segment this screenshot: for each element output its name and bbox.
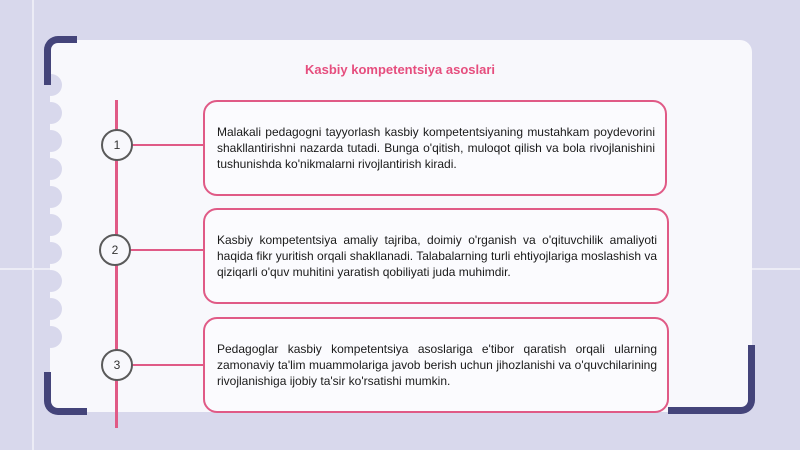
step-number: 3: [113, 358, 121, 372]
step-text-box: [203, 100, 667, 196]
step-text-box: [203, 208, 669, 304]
frame-bracket-bottom-left: [44, 372, 87, 415]
step-number: 1: [113, 138, 121, 152]
background-line-vertical: [32, 0, 34, 450]
step-text-box: [203, 317, 669, 413]
step-number-circle: [101, 129, 133, 161]
step-text: Pedagoglar kasbiy kompetentsiya asoslariga e'tibor qaratish orqali ularning zamonaviy ta'lim muammolariga javob berish uchun jihozlanishi va o'quvchilarining rivojlanishiga ijobiy ta'sir ko'rsatishi mumkin.: [217, 341, 657, 389]
frame-bracket-bottom-right: [668, 345, 755, 414]
card-edge-notch: [40, 326, 62, 348]
step-number-circle: [101, 349, 133, 381]
card-edge-notch: [40, 158, 62, 180]
step-text: Malakali pedagogni tayyorlash kasbiy kompetentsiyaning mustahkam poydevorini shakllantirishni nazarda tutadi. Bunga o'qitish, muloqot qilish va bola rivojlanishini tushunishda ko'nikmalarni rivojlantirish kiradi.: [217, 124, 655, 172]
step-number: 2: [111, 243, 119, 257]
card-edge-notch: [40, 102, 62, 124]
frame-bracket-top-left: [44, 36, 77, 85]
card-edge-notch: [40, 298, 62, 320]
card-edge-notch: [40, 270, 62, 292]
card-edge-notch: [40, 186, 62, 208]
step-number-circle: [99, 234, 131, 266]
card-edge-notch: [40, 242, 62, 264]
card-edge-notch: [40, 130, 62, 152]
slide-title: Kasbiy kompetentsiya asoslari: [304, 62, 496, 77]
card-edge-notch: [40, 214, 62, 236]
step-text: Kasbiy kompetentsiya amaliy tajriba, doimiy o'rganish va o'qituvchilik amaliyoti haqida fikr yuritish orqali shakllanadi. Talabalarning turli ehtiyojlariga moslashish va qiziqarli o'quv muhitini yaratish qobiliyati juda muhimdir.: [217, 232, 658, 280]
